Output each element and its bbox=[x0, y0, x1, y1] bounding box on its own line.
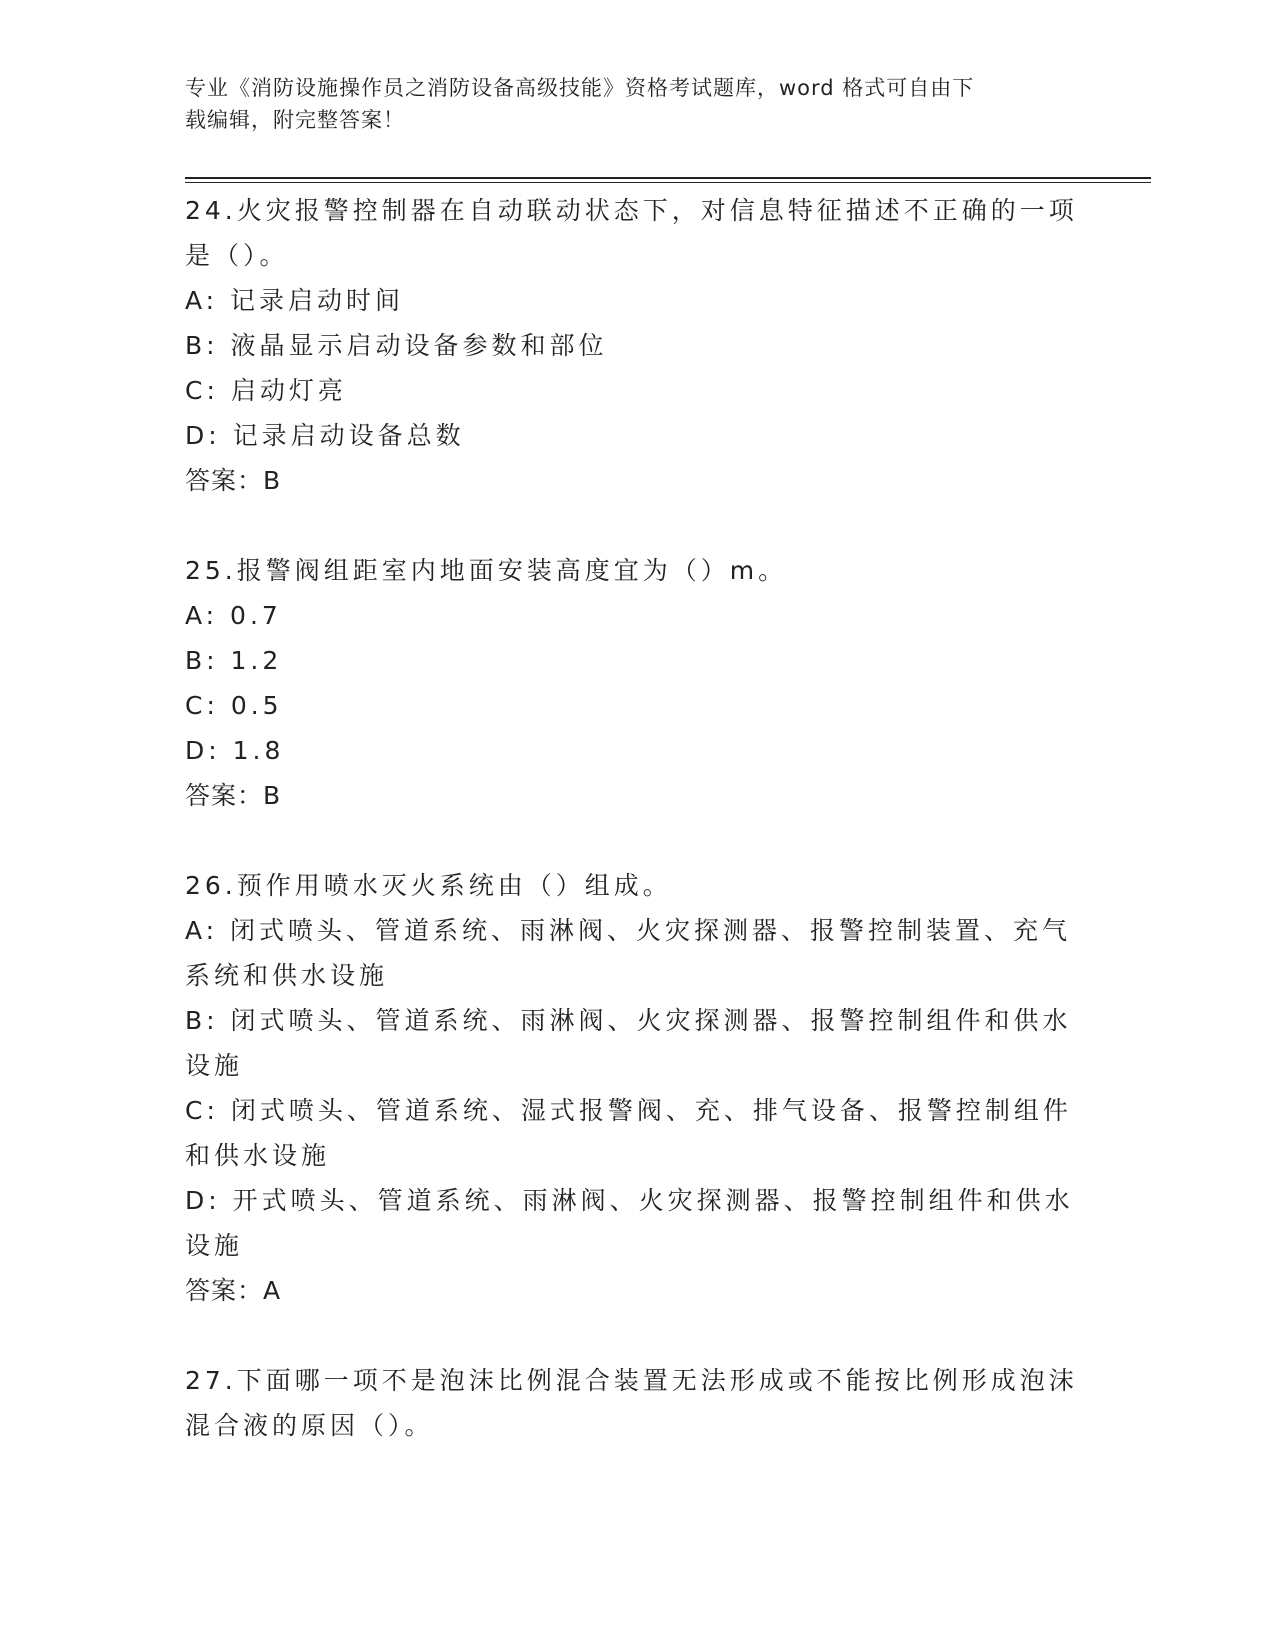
question-stem-line: 25.报警阀组距室内地面安装高度宜为（）m。 bbox=[185, 556, 788, 585]
option-text-line: A: 0.7 bbox=[185, 601, 282, 630]
answer-option bbox=[185, 728, 1085, 773]
option-text-line: 设施 bbox=[185, 1051, 244, 1080]
question-block bbox=[185, 188, 1085, 503]
option-text-line: 系统和供水设施 bbox=[185, 961, 389, 990]
question-spacer bbox=[185, 503, 1085, 548]
answer-key: 答案：A bbox=[185, 1276, 282, 1305]
question-stem-line: 是（）。 bbox=[185, 241, 289, 270]
answer-option bbox=[185, 683, 1085, 728]
option-text-line: B: 闭式喷头、管道系统、雨淋阀、火灾探测器、报警控制组件和供水 bbox=[185, 1006, 1072, 1035]
option-text-line: D: 记录启动设备总数 bbox=[185, 421, 465, 450]
option-text-line: D: 1.8 bbox=[185, 736, 285, 765]
answer-option bbox=[185, 1088, 1085, 1178]
answer-option bbox=[185, 638, 1085, 683]
header-line-2: 载编辑，附完整答案！ bbox=[185, 108, 405, 132]
answer-option bbox=[185, 908, 1085, 998]
question-spacer bbox=[185, 1313, 1085, 1358]
question-spacer bbox=[185, 818, 1085, 863]
document-header bbox=[185, 72, 1065, 136]
option-text-line: C: 启动灯亮 bbox=[185, 376, 347, 405]
option-text-line: B: 1.2 bbox=[185, 646, 283, 675]
answer-key: 答案：B bbox=[185, 466, 282, 495]
option-text-line: C: 0.5 bbox=[185, 691, 283, 720]
answer-option bbox=[185, 368, 1085, 413]
answer-option bbox=[185, 998, 1085, 1088]
answer-key: 答案：B bbox=[185, 781, 282, 810]
question-block bbox=[185, 548, 1085, 818]
question-stem-line: 26.预作用喷水灭火系统由（）组成。 bbox=[185, 871, 672, 900]
option-text-line: 和供水设施 bbox=[185, 1141, 331, 1170]
option-text-line: A: 闭式喷头、管道系统、雨淋阀、火灾探测器、报警控制装置、充气 bbox=[185, 916, 1072, 945]
option-text-line: B: 液晶显示启动设备参数和部位 bbox=[185, 331, 608, 360]
option-text-line: A: 记录启动时间 bbox=[185, 286, 405, 315]
option-text-line: 设施 bbox=[185, 1231, 244, 1260]
answer-option bbox=[185, 413, 1085, 458]
header-divider-thin bbox=[185, 182, 1151, 183]
question-list bbox=[185, 188, 1085, 1448]
question-stem-line: 24.火灾报警控制器在自动联动状态下，对信息特征描述不正确的一项 bbox=[185, 196, 1078, 225]
option-text-line: C: 闭式喷头、管道系统、湿式报警阀、充、排气设备、报警控制组件 bbox=[185, 1096, 1072, 1125]
question-block bbox=[185, 1358, 1085, 1448]
header-divider-thick bbox=[185, 177, 1151, 179]
answer-option bbox=[185, 323, 1085, 368]
answer-option bbox=[185, 1178, 1085, 1268]
question-stem-line: 混合液的原因（）。 bbox=[185, 1411, 434, 1440]
answer-option bbox=[185, 593, 1085, 638]
answer-option bbox=[185, 278, 1085, 323]
question-stem-line: 27.下面哪一项不是泡沫比例混合装置无法形成或不能按比例形成泡沫 bbox=[185, 1366, 1078, 1395]
question-block bbox=[185, 863, 1085, 1313]
option-text-line: D: 开式喷头、管道系统、雨淋阀、火灾探测器、报警控制组件和供水 bbox=[185, 1186, 1074, 1215]
header-line-1: 专业《消防设施操作员之消防设备高级技能》资格考试题库，word 格式可自由下 bbox=[185, 76, 975, 100]
